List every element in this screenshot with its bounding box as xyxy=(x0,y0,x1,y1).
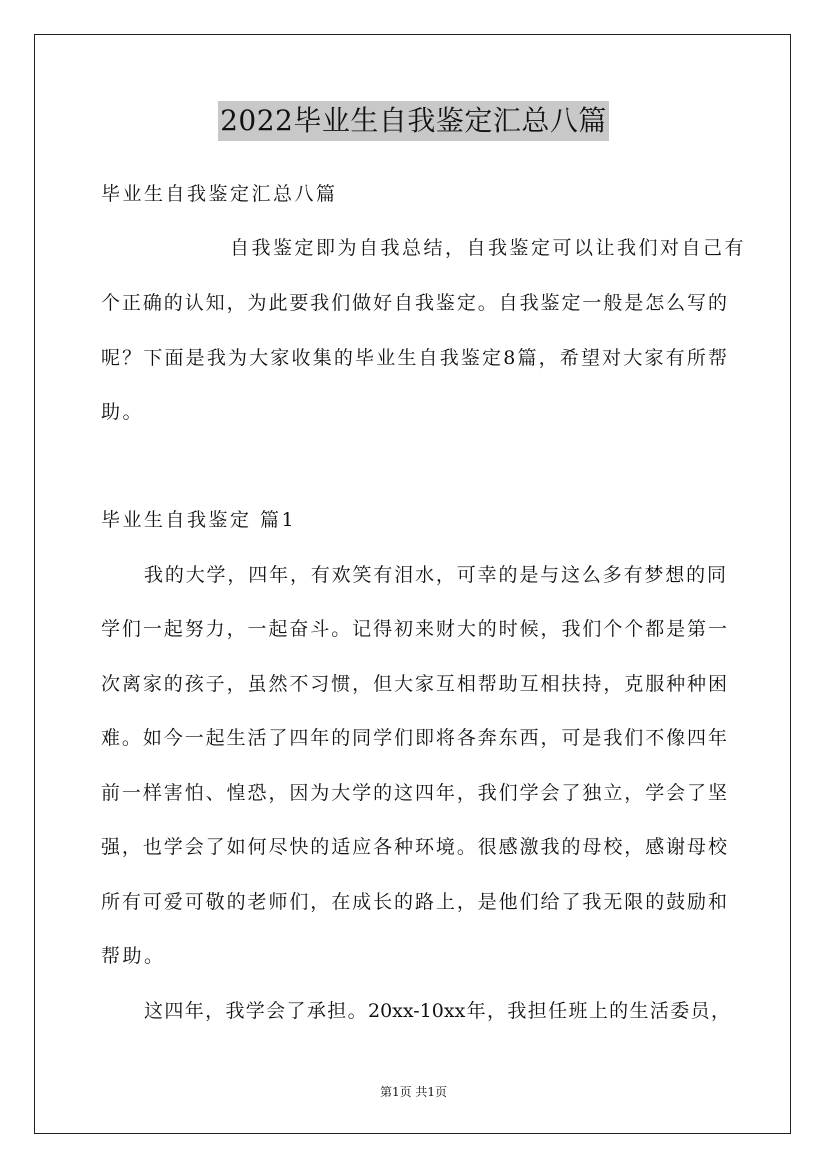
paragraph-line: 前一样害怕、惶恐，因为大学的这四年，我们学会了独立，学会了坚 xyxy=(101,782,727,804)
intro-line: 呢？下面是我为大家收集的毕业生自我鉴定8篇，希望对大家有所帮 xyxy=(101,347,727,369)
paragraph-line: 我的大学，四年，有欢笑有泪水，可幸的是与这么多有梦想的同 xyxy=(144,564,726,586)
page-footer: 第1页 共1页 xyxy=(379,1085,448,1099)
subtitle: 毕业生自我鉴定汇总八篇 xyxy=(101,183,338,205)
paragraph-line: 难。如今一起生活了四年的同学们即将各奔东西，可是我们不像四年 xyxy=(101,727,727,749)
paragraph-line: 帮助。 xyxy=(101,945,166,967)
paragraph-line: 这四年，我学会了承担。20xx-10xx年，我担任班上的生活委员， xyxy=(144,1000,730,1022)
title-wrap xyxy=(0,101,827,141)
paragraph-line: 所有可爱可敬的老师们，在成长的路上，是他们给了我无限的鼓励和 xyxy=(101,891,727,913)
paragraph-line: 次离家的孩子，虽然不习惯，但大家互相帮助互相扶持，克服种种困 xyxy=(101,673,727,695)
paragraph-line: 学们一起努力，一起奋斗。记得初来财大的时候，我们个个都是第一 xyxy=(101,618,727,640)
document-title: 2022毕业生自我鉴定汇总八篇 xyxy=(218,101,609,141)
intro-line: 个正确的认知，为此要我们做好自我鉴定。自我鉴定一般是怎么写的 xyxy=(101,292,727,314)
section-heading: 毕业生自我鉴定 篇1 xyxy=(101,509,297,531)
intro-line: 自我鉴定即为自我总结，自我鉴定可以让我们对自己有 xyxy=(230,237,747,259)
paragraph-line: 强，也学会了如何尽快的适应各种环境。很感激我的母校，感谢母校 xyxy=(101,836,727,858)
intro-line: 助。 xyxy=(101,401,145,423)
